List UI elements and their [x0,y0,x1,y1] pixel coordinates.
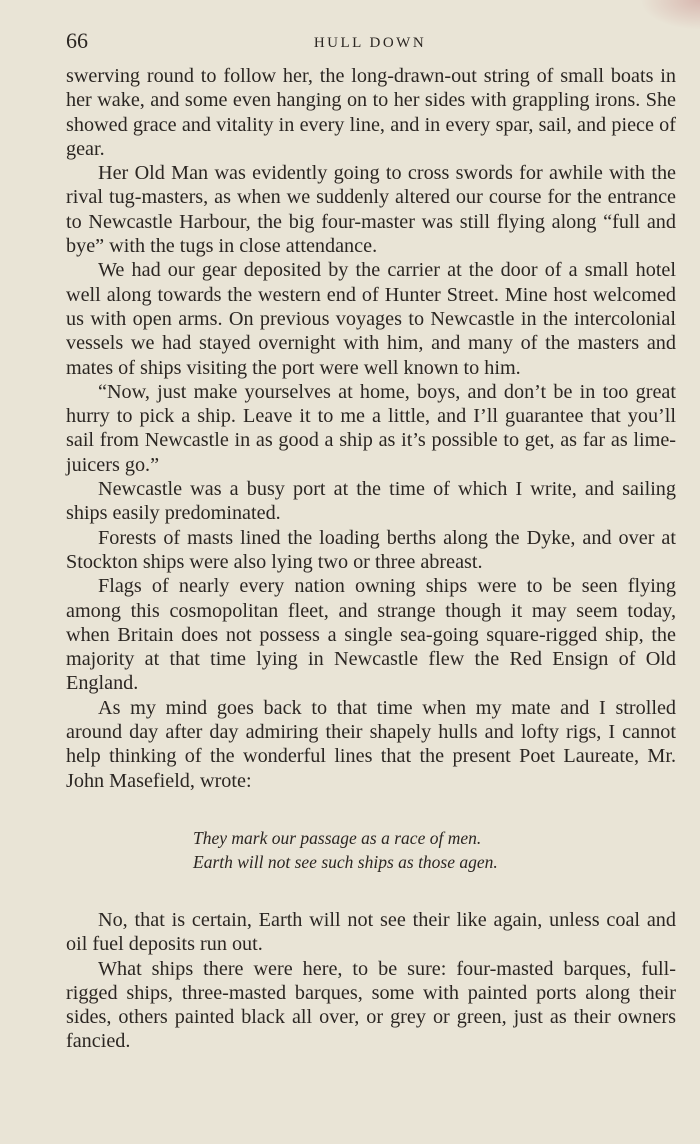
paragraph: “Now, just make yourselves at home, boys, and don’t be in too great hurry to pick a ship. Leave it to me a little, and I’ll guarantee that you’ll sail from Newcastle in as good a ship as it’s possible to get, as far as lime-juicers go.” [66,380,676,476]
verse-quotation [193,826,676,874]
running-title: HULL DOWN [313,35,427,51]
paragraph: swerving round to follow her, the long-drawn-out string of small boats in her wake, and some even hanging on to her sides with grappling irons. She showed grace and vitality in every line, and in every spar, sail, and piece of gear. [66,65,676,160]
paragraph: Flags of nearly every nation owning ships were to be seen flying among this cosmopolitan fleet, and strange though it may seem today, when Britain does not possess a single sea-going square-rigged ship, the majority at that time lying in Newcastle flew the Red Ensign of Old England. [66,575,676,695]
page-corner-stain [640,0,700,30]
verse-line: Earth will not see such ships as those agen. [193,851,498,872]
body-text [66,64,676,1054]
paragraph: No, that is certain, Earth will not see their like again, unless coal and oil fuel deposits run out. [66,908,676,956]
page-number: 66 [66,28,88,53]
paragraph: As my mind goes back to that time when my mate and I strolled around day after day admiring their shapely hulls and lofty rigs, I cannot help thinking of the wonderful lines that the present Poet Laureate, Mr. John Masefield, wrote: [66,696,676,792]
paragraph: We had our gear deposited by the carrier at the door of a small hotel well along towards the western end of Hunter Street. Mine host welcomed us with open arms. On previous voyages to Newcastle in the intercolonial vessels we had stayed overnight with him, and many of the masters and mates of ships visiting the port were well known to him. [66,259,676,379]
paragraph: What ships there were here, to be sure: four-masted barques, full-rigged ships, three-masted barques, some with painted ports along their sides, others painted black all over, or grey or green, just as their owners fancied. [66,957,676,1053]
paragraph: Newcastle was a busy port at the time of which I write, and sailing ships easily predominated. [66,478,676,525]
paragraph: Her Old Man was evidently going to cross swords for awhile with the rival tug-masters, as when we suddenly altered our course for the entrance to Newcastle Harbour, the big four-master was still flying along “full and bye” with the tugs in close attendance. [66,162,676,258]
page-header [64,28,676,54]
paragraph: Forests of masts lined the loading berths along the Dyke, and over at Stockton ships were also lying two or three abreast. [66,526,676,573]
verse-line: They mark our passage as a race of men. [193,827,482,848]
